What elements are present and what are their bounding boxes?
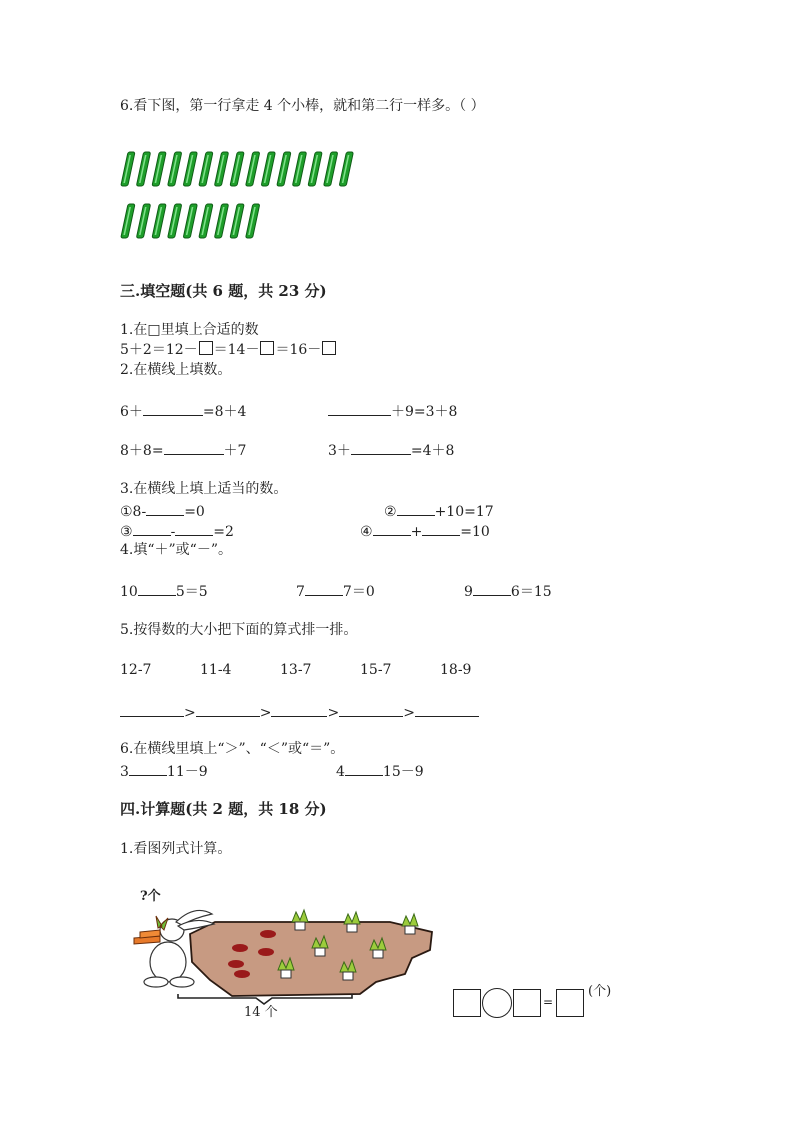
- s3-q4-b-post: 7＝0: [342, 584, 375, 600]
- s3-q3-d-pre: ④: [360, 524, 373, 540]
- counting-stick: [339, 152, 353, 186]
- s3-q3-a: [120, 501, 205, 521]
- counting-stick: [199, 204, 213, 238]
- counting-stick: [152, 152, 166, 186]
- counting-stick: [324, 152, 338, 186]
- s3-q3-d-mid: +: [410, 524, 423, 540]
- s3-q3-c: [120, 521, 234, 541]
- s3-q4-b-pre: 7: [296, 584, 305, 600]
- s3-q5-expr-4: 15-7: [360, 662, 392, 678]
- s3-q2-a: [120, 401, 246, 421]
- s3-q4-a-post: 5＝5: [175, 584, 208, 600]
- answer-blank[interactable]: [196, 702, 260, 717]
- equals-sign: =: [543, 995, 554, 1009]
- s3-q2-c: [120, 440, 246, 460]
- section4-heading: 四.计算题(共 2 题，共 18 分): [120, 800, 327, 818]
- counting-stick: [292, 152, 306, 186]
- counting-stick: [168, 152, 182, 186]
- answer-box-first-number[interactable]: [453, 989, 481, 1017]
- stick-row-2: [120, 202, 380, 247]
- answer-box-second-number[interactable]: [513, 989, 541, 1017]
- s4-q1-title: 1.看图列式计算。: [120, 841, 232, 857]
- counting-stick: [121, 152, 135, 186]
- s3-q5-expr-3: 13-7: [280, 662, 312, 678]
- answer-blank[interactable]: [175, 521, 213, 536]
- stick-row-1: [120, 150, 380, 195]
- dirt-field-shape: [190, 922, 432, 996]
- counting-stick: [136, 152, 150, 186]
- total-count-label: 14 个: [244, 1005, 278, 1020]
- s3-q6-a-pre: 3: [120, 764, 129, 780]
- s3-q6-b-pre: 4: [336, 764, 345, 780]
- s3-q3-b: [384, 501, 494, 521]
- greater-sign: >: [259, 705, 272, 721]
- answer-blank[interactable]: [138, 581, 176, 596]
- s3-q5-title: 5.按得数的大小把下面的算式排一排。: [120, 622, 358, 638]
- answer-blank[interactable]: [339, 702, 403, 717]
- counting-stick: [230, 152, 244, 186]
- answer-blank[interactable]: [133, 521, 171, 536]
- answer-blank[interactable]: [129, 761, 167, 776]
- s3-q3-c-post: =2: [213, 524, 234, 540]
- answer-box[interactable]: [322, 341, 336, 355]
- s3-q5-order-line: [120, 702, 479, 722]
- s3-q2-d-post: =4＋8: [410, 443, 455, 459]
- s3-q3-b-pre: ②: [384, 504, 397, 520]
- greater-sign: >: [327, 705, 340, 721]
- s3-q1-title: 1.在□里填上合适的数: [120, 322, 259, 338]
- s3-q4-c-post: 6＝15: [510, 584, 552, 600]
- counting-stick: [199, 152, 213, 186]
- counting-stick: [121, 204, 135, 238]
- s3-q3-c-mid: -: [170, 524, 176, 540]
- answer-blank[interactable]: [271, 702, 327, 717]
- radish-hole: [228, 960, 244, 968]
- answer-blank[interactable]: [397, 501, 435, 516]
- s3-q3-c-pre: ③: [120, 524, 133, 540]
- s3-q1-part-1: 5＋2＝12－: [120, 342, 198, 358]
- s3-q1-part-3: ＝16－: [275, 342, 322, 358]
- s3-q4-c-pre: 9: [464, 584, 473, 600]
- s3-q6-b-post: 15－9: [382, 764, 424, 780]
- s3-q1-part-2: ＝14－: [213, 342, 260, 358]
- s3-q3-d: [360, 521, 490, 541]
- counting-stick: [214, 204, 228, 238]
- s3-q2-d-pre: 3＋: [328, 443, 351, 459]
- answer-blank[interactable]: [164, 440, 224, 455]
- answer-box[interactable]: [199, 341, 213, 355]
- s3-q6-a: [120, 761, 208, 781]
- radish-hole: [260, 930, 276, 938]
- s3-q2-a-pre: 6＋: [120, 404, 143, 420]
- answer-blank[interactable]: [328, 401, 391, 416]
- counting-stick: [308, 152, 322, 186]
- s3-q2-a-post: =8＋4: [202, 404, 247, 420]
- s3-q4-a: [120, 581, 208, 601]
- s3-q4-b: [296, 581, 375, 601]
- s3-q3-a-pre: ①8-: [120, 504, 147, 520]
- counting-stick: [136, 204, 150, 238]
- section3-heading: 三.填空题(共 6 题，共 23 分): [120, 282, 327, 300]
- counting-stick: [246, 204, 260, 238]
- answer-blank[interactable]: [146, 501, 184, 516]
- s3-q3-b-post: +10=17: [434, 504, 494, 520]
- counting-stick: [214, 152, 228, 186]
- s3-q2-c-pre: 8＋8=: [120, 443, 164, 459]
- answer-blank[interactable]: [305, 581, 343, 596]
- counting-stick: [230, 204, 244, 238]
- rabbit-radish-illustration: [120, 892, 440, 1022]
- s3-q4-a-pre: 10: [120, 584, 138, 600]
- question-count-label: ?个: [140, 889, 161, 904]
- answer-box-result[interactable]: [556, 989, 584, 1017]
- answer-box[interactable]: [260, 341, 274, 355]
- counting-stick: [277, 152, 291, 186]
- answer-blank[interactable]: [120, 702, 184, 717]
- q6-judge-text: 6.看下图，第一行拿走 4 个小棒，就和第二行一样多。（ ）: [120, 98, 485, 114]
- answer-circle-operator[interactable]: [482, 988, 512, 1018]
- s3-q4-c: [464, 581, 552, 601]
- radish-hole: [232, 944, 248, 952]
- counting-stick: [261, 152, 275, 186]
- radish-hole: [258, 948, 274, 956]
- s3-q2-c-post: ＋7: [223, 443, 247, 459]
- s3-q3-title: 3.在横线上填上适当的数。: [120, 481, 288, 497]
- s3-q1-equation: [120, 341, 337, 359]
- counting-stick: [168, 204, 182, 238]
- s3-q5-expr-5: 18-9: [440, 662, 472, 678]
- s3-q5-expr-2: 11-4: [200, 662, 232, 678]
- radish-hole: [234, 970, 250, 978]
- s3-q6-a-post: 11－9: [166, 764, 208, 780]
- s3-q3-a-post: =0: [184, 504, 205, 520]
- greater-sign: >: [184, 705, 196, 721]
- answer-blank[interactable]: [345, 761, 383, 776]
- s3-q2-b: [328, 401, 457, 421]
- answer-blank[interactable]: [351, 440, 411, 455]
- unit-label: (个): [588, 984, 612, 999]
- s3-q4-title: 4.填“＋”或“－”。: [120, 542, 232, 558]
- s3-q6-b: [336, 761, 424, 781]
- s3-q5-expr-1: 12-7: [120, 662, 152, 678]
- answer-blank[interactable]: [373, 521, 411, 536]
- s3-q6-title: 6.在横线里填上“＞”、“＜”或“＝”。: [120, 741, 345, 757]
- answer-blank[interactable]: [422, 521, 460, 536]
- s3-q2-b-post: ＋9=3＋8: [391, 404, 458, 420]
- greater-sign: >: [403, 705, 415, 721]
- s3-q2-d: [328, 440, 454, 460]
- answer-blank[interactable]: [143, 401, 203, 416]
- counting-stick: [183, 204, 197, 238]
- counting-stick: [152, 204, 166, 238]
- answer-blank[interactable]: [415, 702, 479, 717]
- answer-blank[interactable]: [473, 581, 511, 596]
- s3-q2-title: 2.在横线上填数。: [120, 362, 232, 378]
- s3-q3-d-post: =10: [460, 524, 490, 540]
- counting-stick: [183, 152, 197, 186]
- counting-stick: [246, 152, 260, 186]
